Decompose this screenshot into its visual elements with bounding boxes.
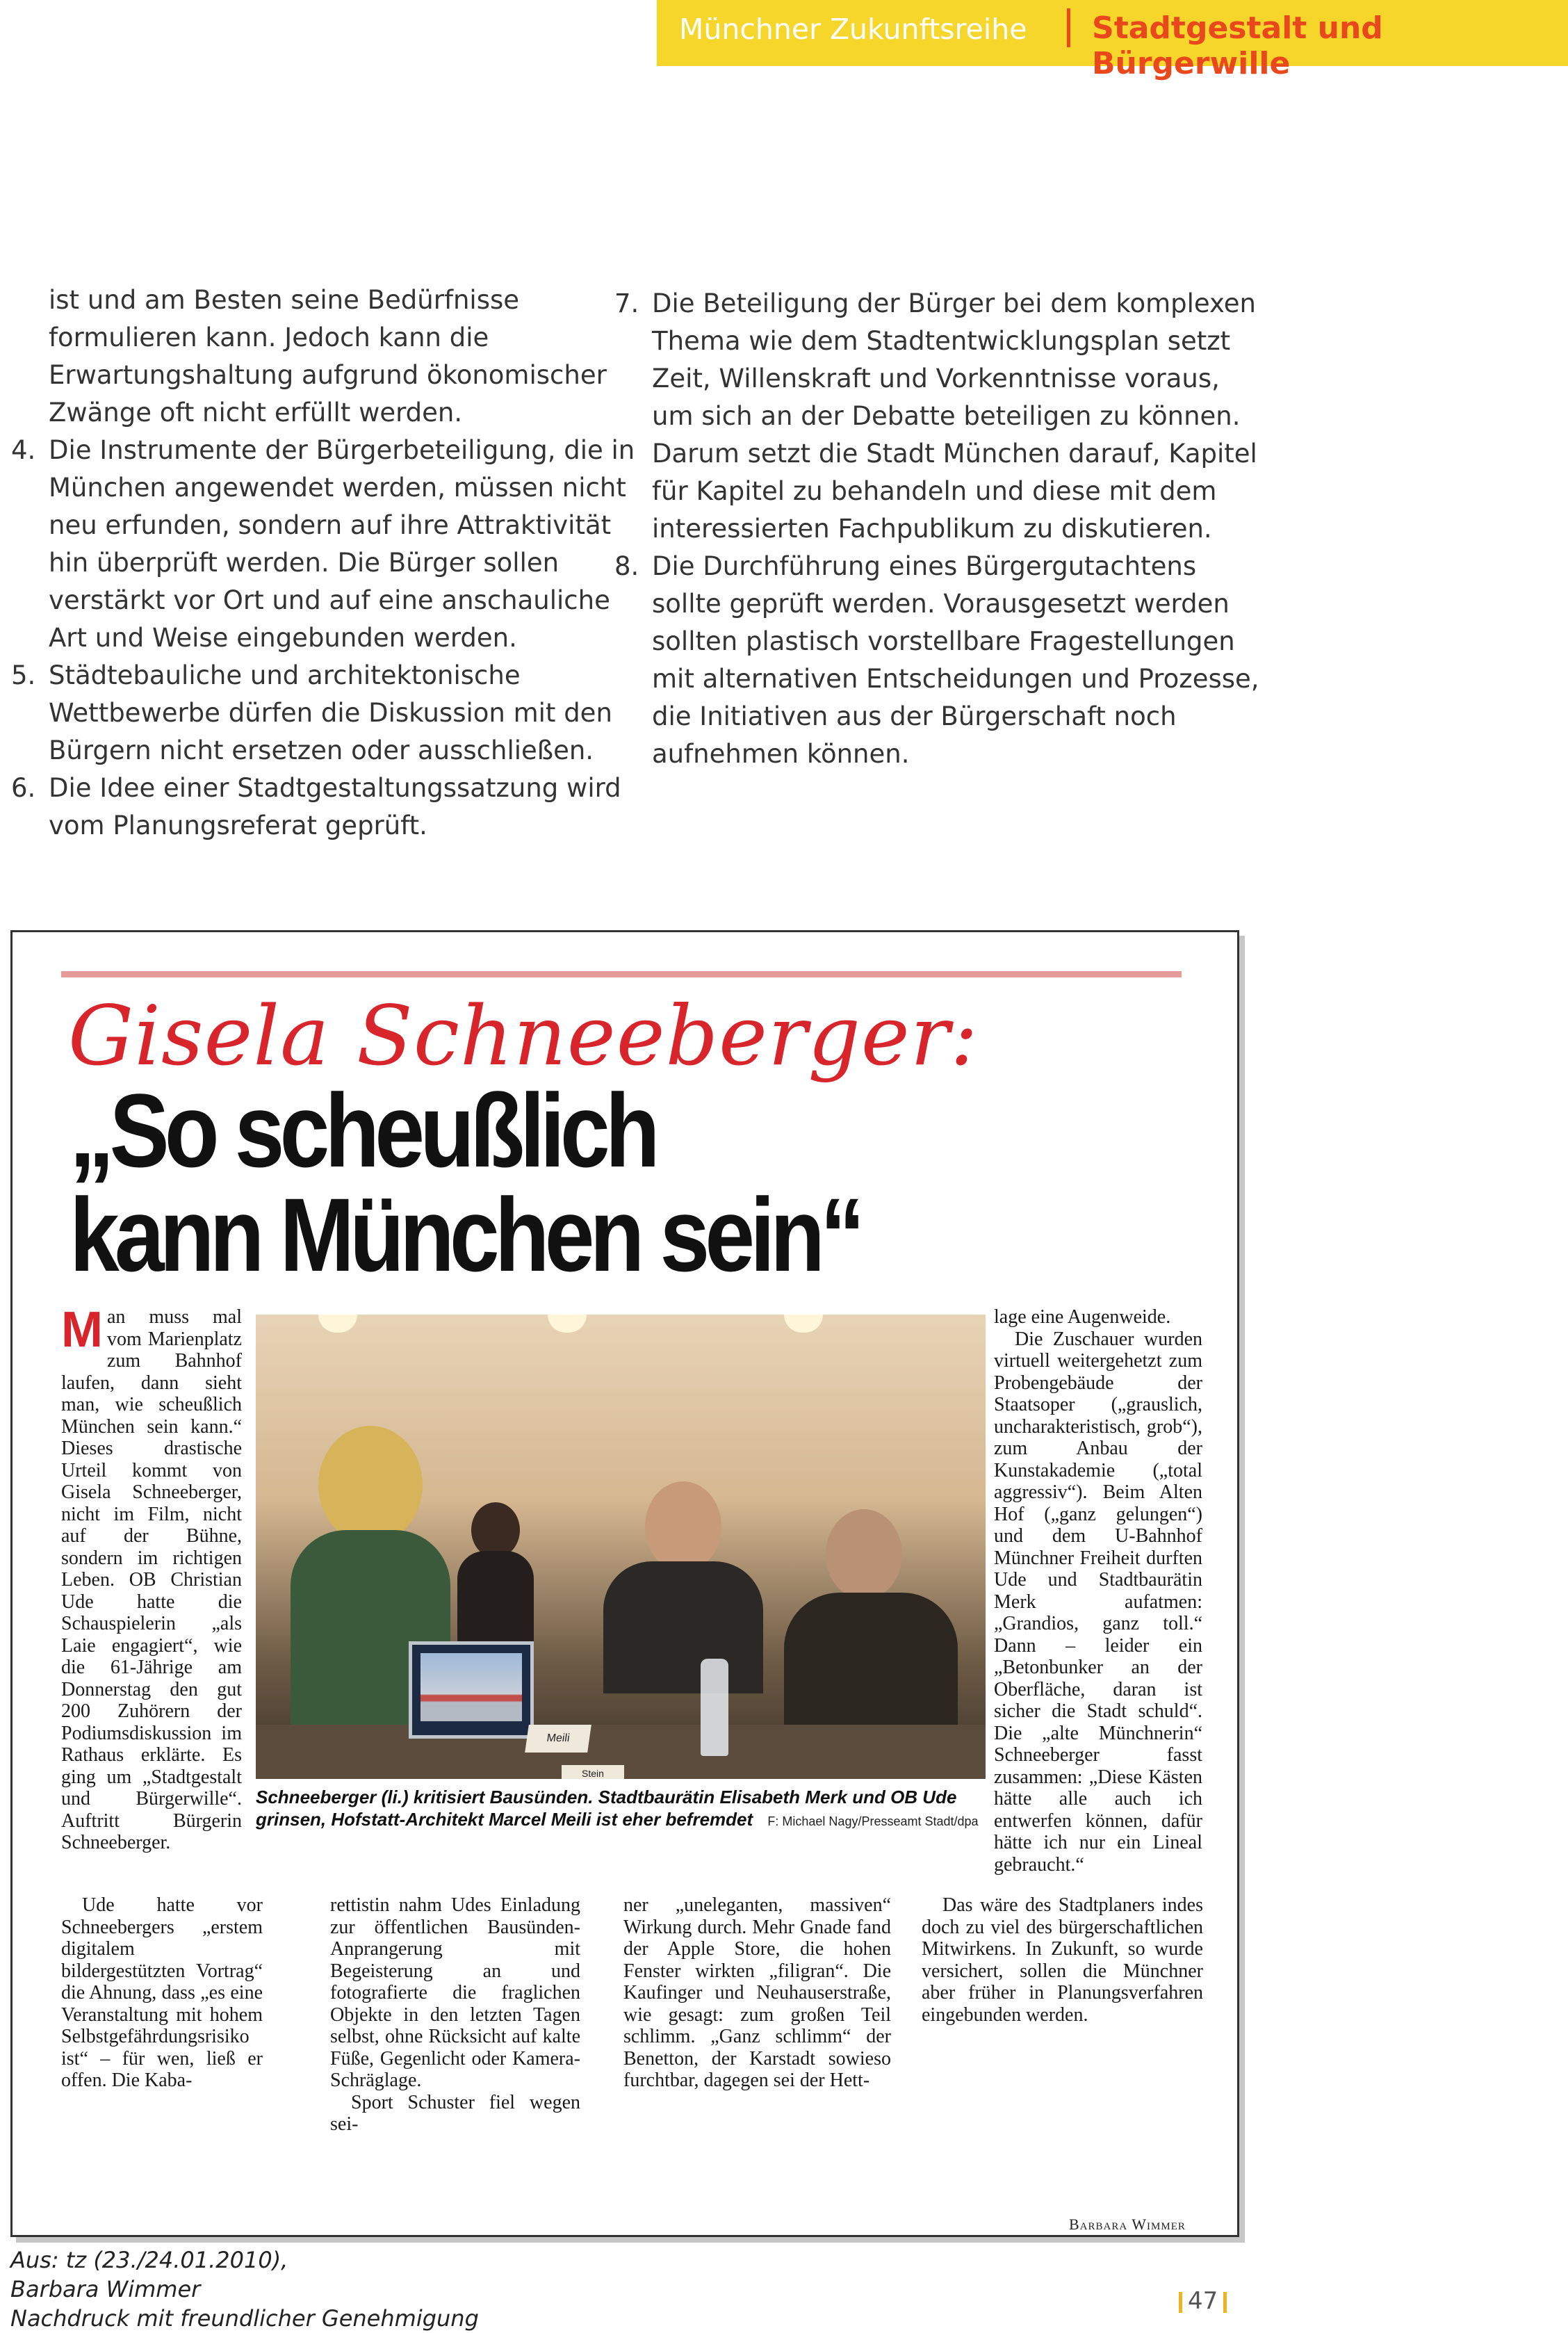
article-text: Das wäre des Stadtplaners indes doch zu viel des bürgerschaftlichen Mitwirkens. In Zukunft, so wurde versichert, sollen die Münchner aber früher in Planungsverfahren eingebunden werden.: [922, 1894, 1203, 2026]
article-column-bottom-3: [623, 1894, 891, 2092]
headline-line-1: „So scheußlich: [70, 1072, 655, 1189]
list-number: 8.: [614, 551, 639, 581]
list-number: 6.: [11, 773, 36, 803]
list-number: 7.: [614, 288, 639, 318]
ceiling-lamp: [548, 1315, 587, 1333]
list-item-6: [11, 770, 646, 845]
photo-credit: F: Michael Nagy/Presseamt Stadt/dpa: [767, 1814, 979, 1828]
page-number-value: 47: [1188, 2287, 1218, 2315]
laptop: [409, 1641, 534, 1739]
list-text: Die Idee einer Stadtgestaltungssatzung wird vom Planungsreferat geprüft.: [49, 773, 621, 840]
person-body: [784, 1593, 958, 1739]
person-listener: [603, 1481, 763, 1690]
article-column-bottom-1: [61, 1894, 263, 2092]
list-text: Die Beteiligung der Bürger bei dem komplexen Thema wie dem Stadtentwicklungsplan setzt Zeit, Willenskraft und Vorkenntnisse voraus, um sich an der Debatte beteiligen zu können. Darum setzt die Stadt München darauf, Kapitel für Kapitel zu behandeln und diese mit dem interessierten Fachpublikum zu diskutieren.: [652, 288, 1257, 544]
source-line: Aus: tz (23./24.01.2010),: [10, 2247, 288, 2273]
photo-caption: [256, 1786, 993, 1832]
body-continuation: ist und am Besten seine Bedürfnisse formulieren kann. Jedoch kann die Erwartungshaltung aufgrund ökonomischer Zwänge oft nicht erfüllt werden.: [49, 285, 607, 428]
article-text: Sport Schuster fiel wegen sei-: [330, 2091, 580, 2135]
drop-cap: M: [61, 1302, 103, 1358]
article-text: ner „uneleganten, massiven“ Wirkung durch. Mehr Gnade fand der Apple Store, die hohen Fenster wirkten „filigran“. Die Kaufinger und Neuhauserstraße, wie gesagt: zum großen Teil schlimm. „Ganz schlimm“ der Benetton, der Karstadt sowieso furchtbar, dagegen sei der Hett-: [623, 1894, 891, 2091]
body-column-right: [614, 285, 1264, 773]
headline-line-2: kann München sein“: [70, 1176, 860, 1293]
article-text: an muss mal vom Marienplatz zum Bahnhof laufen, dann sieht man, wie scheußlich München sein kann.“ Dieses drastische Urteil kommt von Gisela Schneeberger, nicht im Film, nicht auf der Bühne, sondern im richtigen Leben. OB Christian Ude hatte die Schauspielerin „als Laie engagiert“, wie die 61-Jährige am Donnerstag den gut 200 Zuhörern der Podiumsdiskussion im Rathaus erklärte. Es ging um „Stadtgestalt und Bürgerwille“. Auftritt Bürgerin Schneeberger.: [61, 1306, 242, 1853]
page-number-bar: [1179, 2292, 1182, 2313]
ceiling-lamp: [318, 1315, 357, 1333]
name-card: Stein: [562, 1765, 624, 1779]
laptop-screen: [420, 1653, 522, 1721]
page-number-bar: [1223, 2292, 1227, 2313]
ceiling-lamp: [784, 1315, 823, 1333]
article-text: lage eine Augenweide.: [994, 1306, 1171, 1328]
list-item-5: [11, 657, 646, 770]
clipping-top-rule: [61, 971, 1182, 977]
article-column-right: [994, 1306, 1202, 1876]
list-item-7: [614, 285, 1264, 548]
water-bottle: [701, 1659, 728, 1756]
list-number: 5.: [11, 660, 36, 690]
source-line: Barbara Wimmer: [10, 2276, 201, 2302]
caption-text: Schneeberger (li.) kritisiert Bausünden. Stadtbaurätin Elisabeth Merk und OB Ude grinsen, Hofstatt-Architekt Marcel Meili ist eher befremdet: [256, 1787, 957, 1830]
article-column-1: [61, 1302, 242, 1854]
name-card: Meili: [525, 1725, 591, 1753]
article-text: Die Zuschauer wurden virtuell weitergehetzt zum Probengebäude der Staatsoper („grauslich, uncharakteristisch, grob“), zum Anbau der Kunstakademie („total aggressiv“). Beim Alten Hof („ganz gelungen“) und dem U-Bahnhof Münchner Freiheit durften Ude und Stadtbaurätin Merk aufatmen: „Grandios, ganz toll.“ Dann – leider ein „Betonbunker an der Oberfläche, daran ist sicher die Stadt schuld“. Die „alte Münchnerin“ Schneeberger fasst zusammen: „Diese Kästen hätte alle auch ich entwerfen können, dafür hätte ich nur ein Lineal gebraucht.“: [994, 1328, 1202, 1876]
page-header: [657, 0, 1568, 81]
person-head: [645, 1481, 721, 1572]
list-text: Die Instrumente der Bürgerbeteiligung, die in München angewendet werden, müssen nicht neu erfunden, sondern auf ihre Attraktivität hin überprüft werden. Die Bürger sollen verstärkt vor Ort und auf eine anschauliche Art und Weise eingebunden werden.: [49, 435, 635, 653]
list-text: Die Durchführung eines Bürgergutachtens sollte geprüft werden. Vorausgesetzt werden sollten plastisch vorstellbare Fragestellungen mit alternativen Entscheidungen und Prozesse, die Initiativen aus der Bürgerschaft noch aufnehmen können.: [652, 551, 1259, 769]
clipping-name-heading: Gisela Schneeberger:: [68, 988, 979, 1084]
section-title: Stadtgestalt und Bürgerwille: [1092, 10, 1383, 81]
article-column-bottom-2: [330, 1894, 580, 2136]
article-photo: [256, 1315, 986, 1779]
body-column-left: [11, 282, 646, 845]
person-head: [826, 1509, 902, 1600]
page-number: [1173, 2287, 1232, 2315]
article-author: Barbara Wimmer: [1069, 2216, 1186, 2233]
person-head: [471, 1502, 520, 1558]
source-line: Nachdruck mit freundlicher Genehmigung: [10, 2305, 479, 2332]
article-text: rettistin nahm Udes Einladung zur öffentlichen Bausünden-Anprangerung mit Begeisterung an und fotografierte die fraglichen Objekte in den letzten Tagen selbst, ohne Rücksicht auf kalte Füße, Gegenlicht oder Kamera-Schräglage.: [330, 1894, 580, 2091]
person-listener: [784, 1509, 958, 1739]
person-body: [603, 1561, 763, 1693]
list-text: Städtebauliche und architektonische Wettbewerbe dürfen die Diskussion mit den Bürgern nicht ersetzen oder ausschließen.: [49, 660, 612, 765]
clipping-headline: [70, 1072, 860, 1293]
list-item-4: [11, 432, 646, 657]
list-item-8: [614, 548, 1264, 773]
series-title: Münchner Zukunftsreihe: [679, 13, 1027, 46]
header-separator: [1067, 8, 1070, 47]
source-note: [10, 2245, 479, 2333]
person-head: [318, 1426, 423, 1544]
article-text: Ude hatte vor Schneebergers „erstem digitalem bildergestützten Vortrag“ die Ahnung, dass „es eine Veranstaltung mit hohem Selbstgefährdungsrisiko ist“ – für wen, ließ er offen. Die Kaba-: [61, 1894, 263, 2091]
newspaper-clipping: [10, 930, 1239, 2237]
list-number: 4.: [11, 435, 36, 465]
article-column-bottom-4: [922, 1894, 1203, 2026]
